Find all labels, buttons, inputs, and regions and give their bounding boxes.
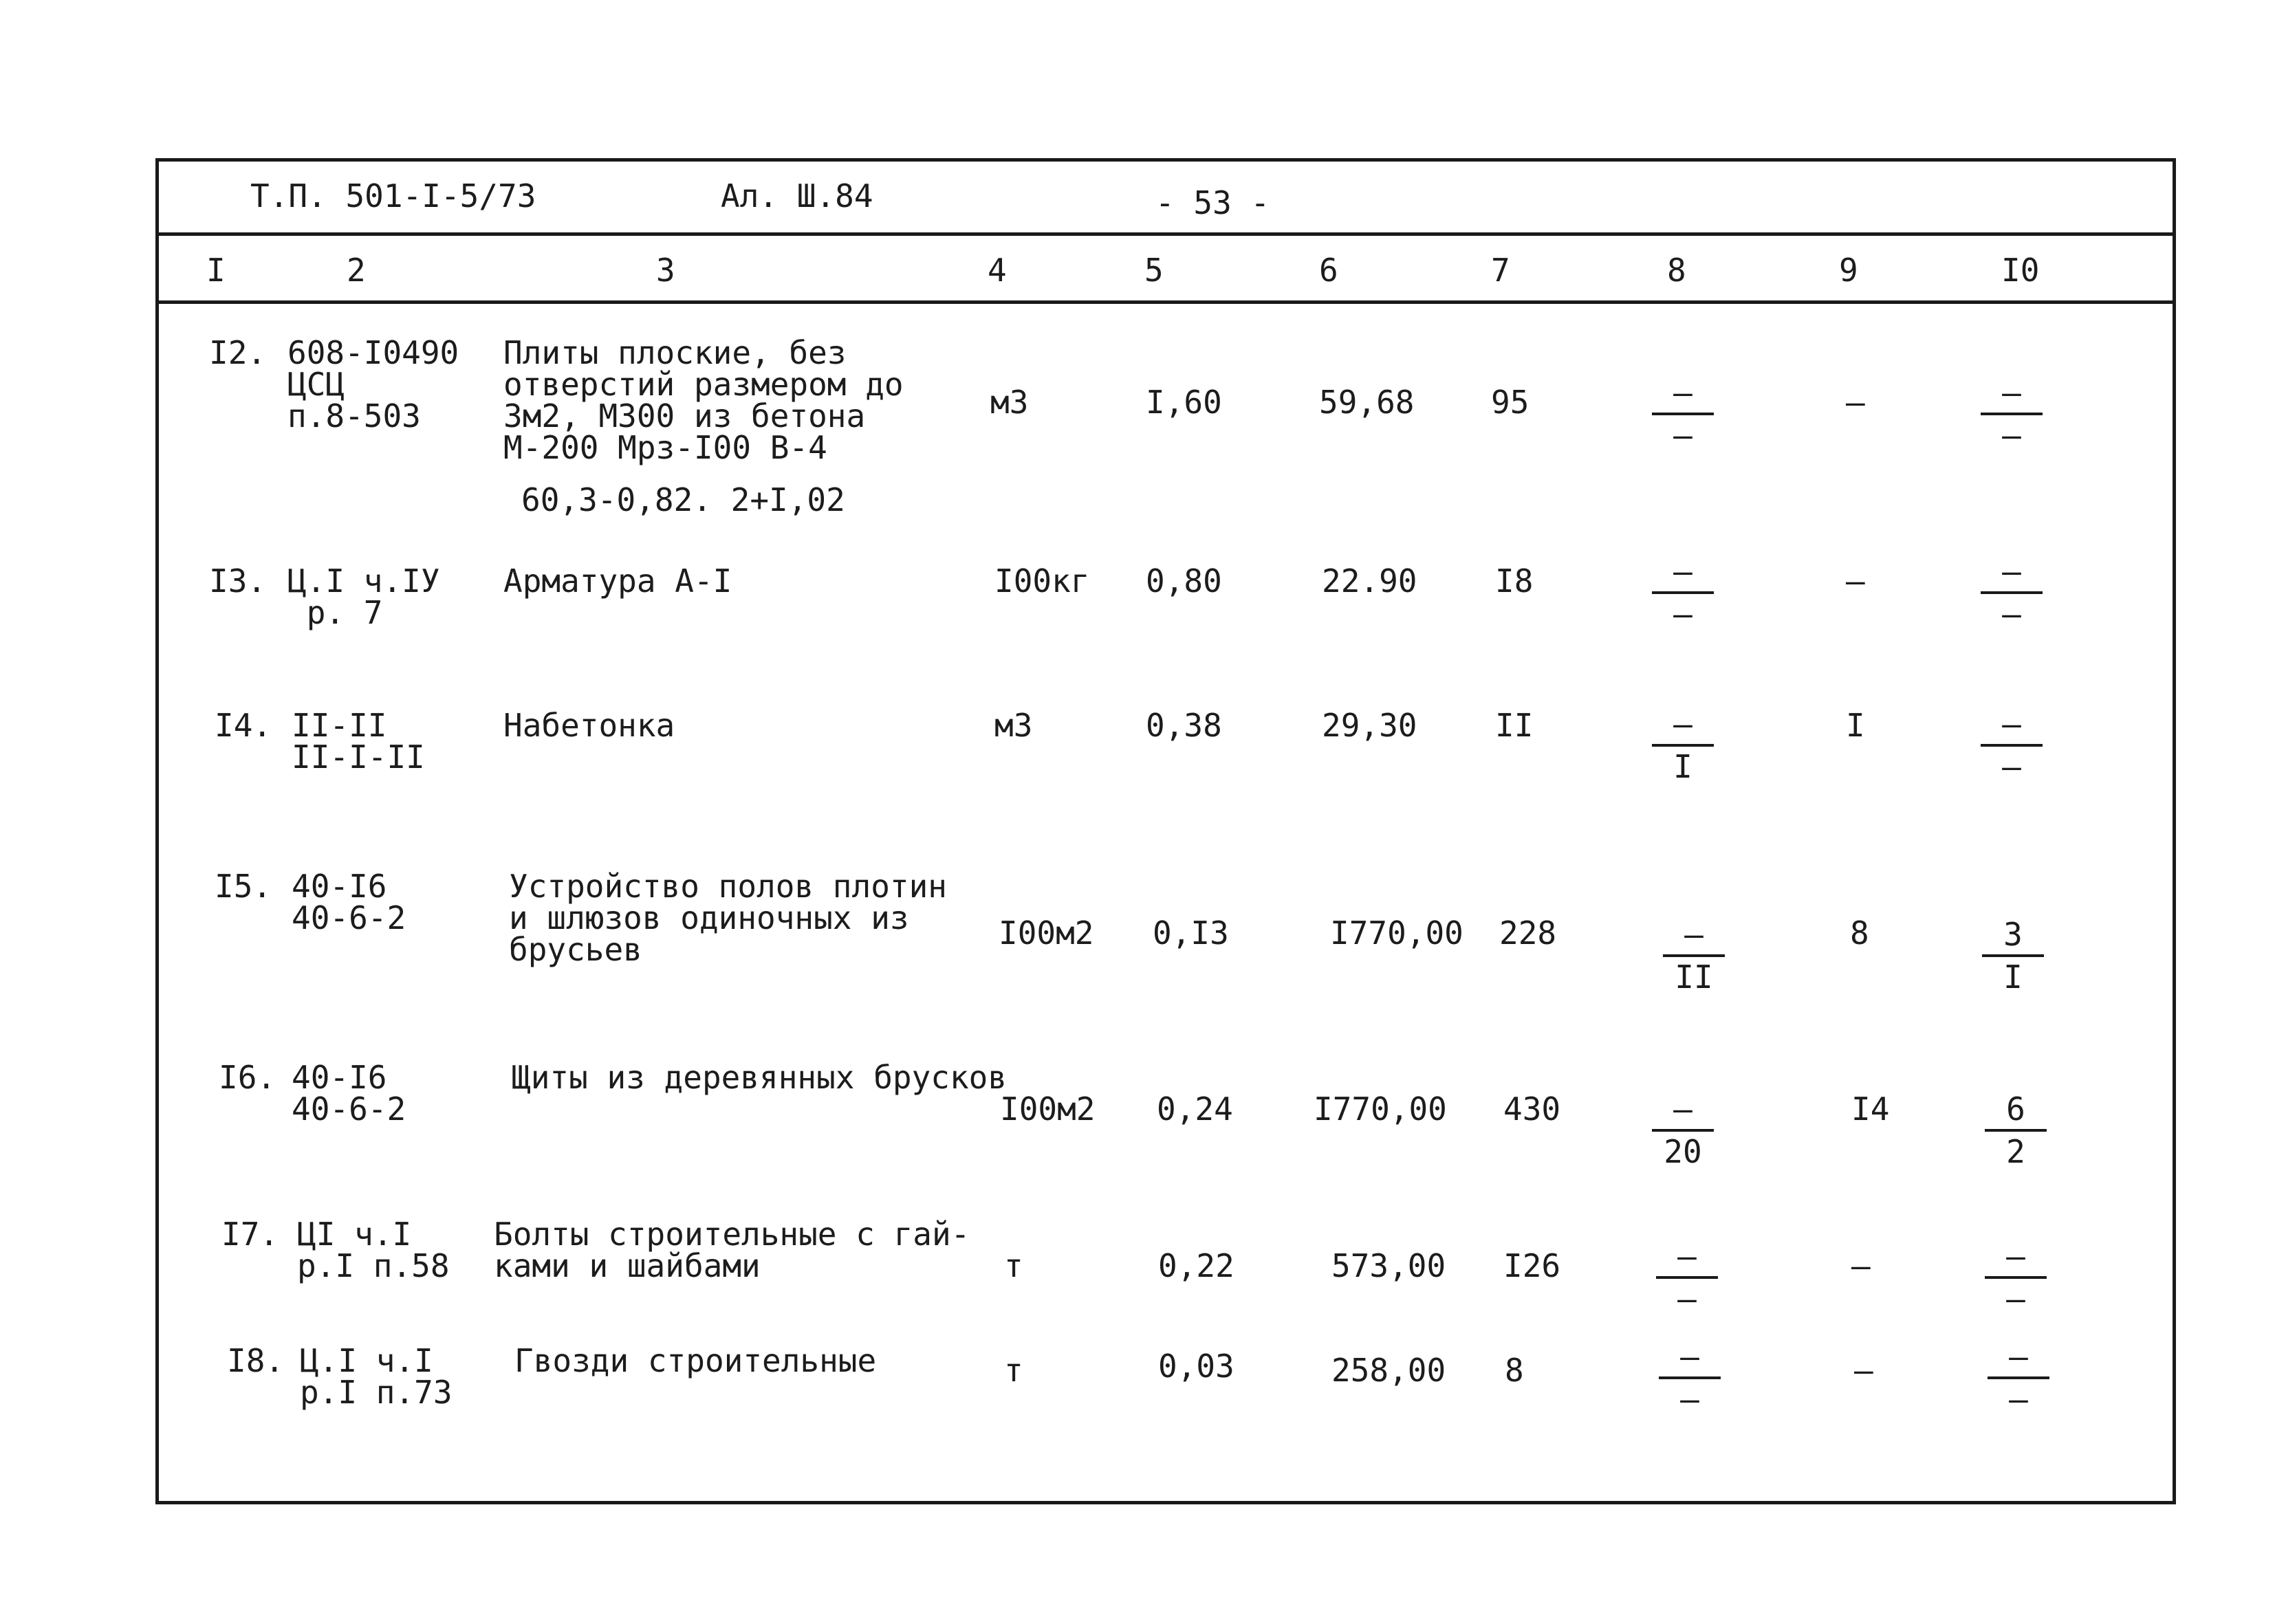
quantity: 0,22 [1158,1247,1234,1284]
fraction-bar [1981,591,2043,594]
denominator: – [2009,1381,2028,1418]
col-header-4: 4 [988,252,1007,289]
fraction-bar [1981,744,2043,747]
album-ref: Ал. Ш.84 [721,177,873,215]
denominator: 20 [1664,1133,1702,1170]
work-description: Гвозди строительные [514,1342,877,1379]
row-number: I5. [215,868,272,905]
denominator: – [1673,417,1692,454]
col-10-fraction [1988,1338,2049,1418]
col-7-value: 228 [1499,914,1557,952]
fraction-bar [1988,1376,2049,1379]
denominator: – [1677,1280,1697,1317]
col-7-value: I26 [1503,1247,1561,1284]
row-number: I7. [221,1216,279,1253]
denominator: – [2002,748,2021,785]
col-header-3: 3 [656,252,675,289]
rate-code: 608-I0490 ЦСЦ п.8-503 [287,334,459,435]
fraction-bar [1652,744,1714,747]
numerator: – [2002,553,2021,590]
rate-code: 40-I6 40-6-2 [292,868,406,936]
denominator: I [2003,958,2023,996]
work-description: Устройство полов плотин и шлюзов одиночных из брусьев [509,868,947,968]
col-10-fraction [1982,916,2044,996]
col-7-value: II [1495,707,1534,744]
row-number: I3. [209,562,267,600]
col-10-fraction [1985,1240,2047,1315]
row-number: I6. [219,1059,276,1096]
unit-price: I770,00 [1314,1090,1447,1128]
numerator: – [2006,1238,2025,1275]
col-8-fraction [1663,916,1725,996]
quantity: 0,38 [1146,707,1222,744]
col-header-5: 5 [1144,252,1164,289]
col-header-7: 7 [1491,252,1510,289]
col-9-value: – [1854,1352,1873,1389]
denominator: 2 [2006,1133,2025,1170]
col-9-value: – [1846,562,1865,600]
col-10-fraction [1981,553,2043,633]
quantity: 0,24 [1157,1090,1233,1128]
col-10-fraction [1981,374,2043,454]
col-header-10: I0 [2001,252,2040,289]
denominator: – [1673,595,1692,633]
numerator: 3 [2003,916,2023,953]
fraction-bar [1985,1129,2047,1132]
unit: т [1004,1352,1023,1389]
header-divider [155,232,2176,236]
col-7-value: 430 [1503,1090,1561,1128]
rate-code: ЦI ч.I р.I п.58 [297,1216,450,1284]
col-header-9: 9 [1839,252,1858,289]
col-9-value: – [1851,1247,1871,1284]
quantity: 0,I3 [1153,914,1229,952]
denominator: I [1673,748,1692,785]
quantity: 0,80 [1146,562,1222,600]
numerator: – [1684,916,1703,953]
col-8-fraction [1652,553,1714,633]
unit-price: 22.90 [1322,562,1417,600]
col-7-value: 95 [1491,384,1530,421]
work-description: Щиты из деревянных брусков [512,1059,1008,1096]
rate-code: Ц.I ч.IУ р. 7 [287,562,440,631]
fraction-bar [1985,1276,2047,1279]
work-description: Болты строительные с гай- ками и шайбами [494,1216,970,1284]
col-9-value: – [1846,384,1865,421]
row-number: I8. [227,1342,285,1379]
col-9-value: 8 [1850,914,1869,952]
fraction-bar [1656,1276,1718,1279]
col-10-fraction [1981,705,2043,785]
numerator: – [2002,705,2021,743]
row-number: I2. [209,334,267,371]
col-9-value: I [1846,707,1865,744]
denominator: – [2002,595,2021,633]
quantity: I,60 [1146,384,1222,421]
col-9-value: I4 [1851,1090,1890,1128]
numerator: – [1673,374,1692,411]
unit: м3 [990,384,1029,421]
calculation: 60,3-0,82. 2+I,02 [521,481,845,518]
work-description: Арматура А-I [503,562,732,600]
doc-code: Т.П. 501-I-5/73 [250,177,536,215]
denominator: II [1675,958,1713,996]
page-number: - 53 - [1155,184,1270,221]
numerator: – [2009,1338,2028,1375]
numerator: – [1677,1238,1697,1275]
col-7-value: I8 [1495,562,1534,600]
col-8-fraction [1656,1240,1718,1315]
rate-code: Ц.I ч.I р.I п.73 [300,1342,453,1411]
work-description: Набетонка [503,707,675,744]
fraction-bar [1652,591,1714,594]
work-description: Плиты плоские, без отверстий размером до 3м2, М300 из бетона М-200 Мрз-I00 В-4 [503,334,904,466]
unit: т [1004,1247,1023,1284]
unit: I00кг [994,562,1090,600]
col-header-6: 6 [1319,252,1338,289]
unit: м3 [994,707,1033,744]
col-8-fraction [1652,1090,1714,1170]
unit-price: 29,30 [1322,707,1417,744]
unit-price: 59,68 [1319,384,1415,421]
row-number: I4. [215,707,272,744]
fraction-bar [1982,954,2044,957]
denominator: – [2006,1280,2025,1317]
denominator: – [2002,417,2021,454]
unit-price: I770,00 [1330,914,1463,952]
col-8-fraction [1652,374,1714,454]
unit: I00м2 [999,914,1094,952]
unit-price: 573,00 [1331,1247,1446,1284]
numerator: – [1680,1338,1699,1375]
numerator: 6 [2006,1090,2025,1128]
col-7-value: 8 [1505,1352,1524,1389]
col-8-fraction [1659,1338,1721,1418]
rate-code: 40-I6 40-6-2 [292,1059,406,1128]
unit: I00м2 [1000,1090,1096,1128]
fraction-bar [1663,954,1725,957]
col-8-fraction [1652,705,1714,785]
unit-price: 258,00 [1331,1352,1446,1389]
numerator: – [1673,553,1692,590]
numerator: – [1673,705,1692,743]
numerator: – [1673,1090,1692,1128]
col-header-8: 8 [1667,252,1686,289]
rate-code: II-II II-I-II [292,707,425,776]
fraction-bar [1659,1376,1721,1379]
fraction-bar [1981,413,2043,415]
fraction-bar [1652,1129,1714,1132]
col-header-2: 2 [347,252,366,289]
quantity: 0,03 [1158,1348,1234,1385]
col-10-fraction [1985,1090,2047,1170]
col-header-1: I [206,252,226,289]
denominator: – [1680,1381,1699,1418]
fraction-bar [1652,413,1714,415]
numerator: – [2002,374,2021,411]
column-header-divider [155,300,2176,304]
